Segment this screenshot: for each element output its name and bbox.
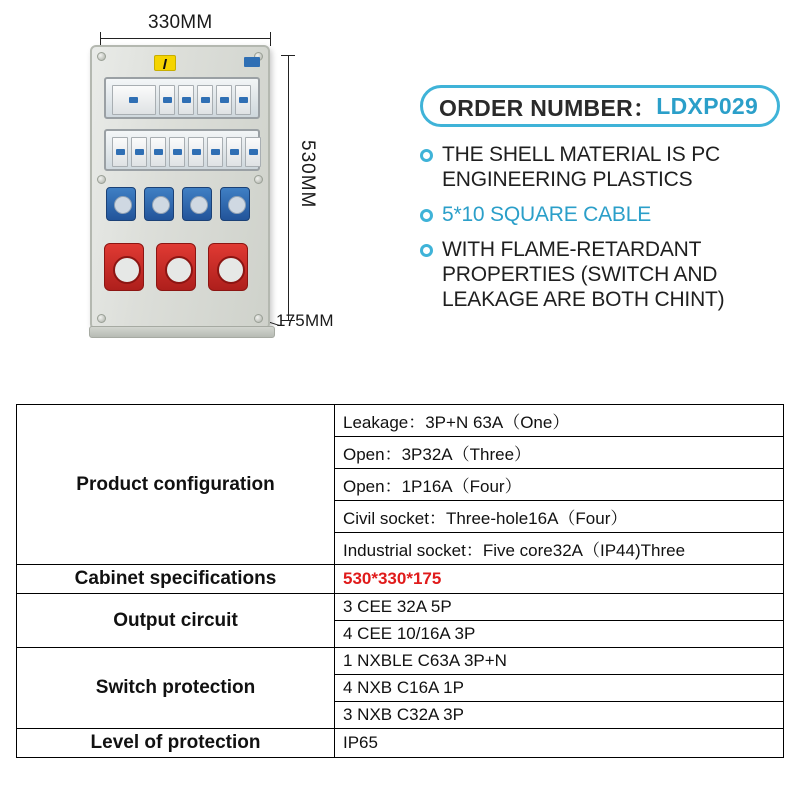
cell-product-configuration-2: Open：3P32A（Three） xyxy=(335,437,784,469)
civil-socket-3 xyxy=(182,187,212,221)
warning-label-icon xyxy=(154,55,176,71)
breaker-top-4 xyxy=(216,85,232,115)
enclosure-body xyxy=(90,45,270,330)
breaker-top-3 xyxy=(197,85,213,115)
breaker-top-2 xyxy=(178,85,194,115)
cell-product-configuration-4: Civil socket：Three-hole16A（Four） xyxy=(335,501,784,533)
row-label-level-of-protection: Level of protection xyxy=(17,729,335,758)
civil-socket-4 xyxy=(220,187,250,221)
list-item xyxy=(420,142,792,192)
breaker-window-top xyxy=(104,77,260,119)
cell-level-of-protection: IP65 xyxy=(335,729,784,758)
screw-bottom-right xyxy=(254,314,263,323)
feature-text-1: THE SHELL MATERIAL IS PC ENGINEERING PLASTICS xyxy=(442,143,720,191)
breaker-bottom-6 xyxy=(207,137,223,167)
height-dimension-line xyxy=(288,55,289,320)
row-label-product-configuration: Product configuration xyxy=(17,405,335,565)
cell-output-circuit-2: 4 CEE 10/16A 3P xyxy=(335,621,784,648)
row-label-cabinet-specifications: Cabinet specifications xyxy=(17,565,335,594)
industrial-socket-1 xyxy=(104,243,144,291)
bullet-dot-icon xyxy=(420,209,433,222)
breaker-bottom-3 xyxy=(150,137,166,167)
height-dimension-tick-top xyxy=(281,55,295,56)
order-number-badge xyxy=(420,85,780,127)
feature-list xyxy=(420,142,792,322)
height-dimension-label: 530MM xyxy=(297,140,318,209)
screw-bottom-left xyxy=(97,314,106,323)
breaker-bottom-1 xyxy=(112,137,128,167)
enclosure-base xyxy=(89,326,275,338)
table-row xyxy=(17,565,784,594)
width-dimension-line xyxy=(100,38,270,39)
feature-text-2: 5*10 SQUARE CABLE xyxy=(442,203,652,226)
feature-text-3: WITH FLAME-RETARDANT PROPERTIES (SWITCH AND LEAKAGE ARE BOTH CHINT) xyxy=(442,238,725,311)
screw-mid-right xyxy=(254,175,263,184)
civil-socket-1 xyxy=(106,187,136,221)
table-row xyxy=(17,729,784,758)
cell-cabinet-specifications: 530*330*175 xyxy=(335,565,784,594)
bullet-dot-icon xyxy=(420,149,433,162)
industrial-socket-3 xyxy=(208,243,248,291)
breaker-bottom-5 xyxy=(188,137,204,167)
breaker-bottom-2 xyxy=(131,137,147,167)
table-row xyxy=(17,648,784,675)
breaker-bottom-4 xyxy=(169,137,185,167)
breaker-window-bottom xyxy=(104,129,260,171)
cell-product-configuration-5: Industrial socket：Five core32A（IP44)Three xyxy=(335,533,784,565)
width-dimension-tick-right xyxy=(270,32,271,46)
width-dimension-tick-left xyxy=(100,32,101,46)
screw-top-left xyxy=(97,52,106,61)
breaker-row-top xyxy=(112,85,251,115)
cell-product-configuration-3: Open：1P16A（Four） xyxy=(335,469,784,501)
cell-output-circuit-1: 3 CEE 32A 5P xyxy=(335,594,784,621)
breaker-rcd xyxy=(112,85,156,115)
product-image xyxy=(90,45,270,330)
order-number-label: ORDER NUMBER： xyxy=(439,94,657,121)
row-label-output-circuit: Output circuit xyxy=(17,594,335,648)
table-row xyxy=(17,594,784,621)
breaker-top-1 xyxy=(159,85,175,115)
bullet-dot-icon xyxy=(420,244,433,257)
breaker-bottom-8 xyxy=(245,137,261,167)
order-number-value: LDXP029 xyxy=(656,92,759,119)
row-label-switch-protection: Switch protection xyxy=(17,648,335,729)
civil-socket-2 xyxy=(144,187,174,221)
specification-table xyxy=(16,404,784,758)
depth-dimension-label: 175MM xyxy=(276,311,334,330)
cell-product-configuration-1: Leakage：3P+N 63A（One） xyxy=(335,405,784,437)
breaker-bottom-7 xyxy=(226,137,242,167)
cell-switch-protection-2: 4 NXB C16A 1P xyxy=(335,675,784,702)
list-item xyxy=(420,202,792,227)
breaker-row-bottom xyxy=(112,137,261,167)
cell-switch-protection-1: 1 NXBLE C63A 3P+N xyxy=(335,648,784,675)
cell-switch-protection-3: 3 NXB C32A 3P xyxy=(335,702,784,729)
list-item xyxy=(420,237,792,312)
product-hero-section xyxy=(0,0,800,378)
industrial-socket-2 xyxy=(156,243,196,291)
screw-mid-left xyxy=(97,175,106,184)
table-row xyxy=(17,405,784,437)
brand-strip xyxy=(244,57,260,67)
width-dimension-label: 330MM xyxy=(148,12,213,33)
breaker-top-5 xyxy=(235,85,251,115)
